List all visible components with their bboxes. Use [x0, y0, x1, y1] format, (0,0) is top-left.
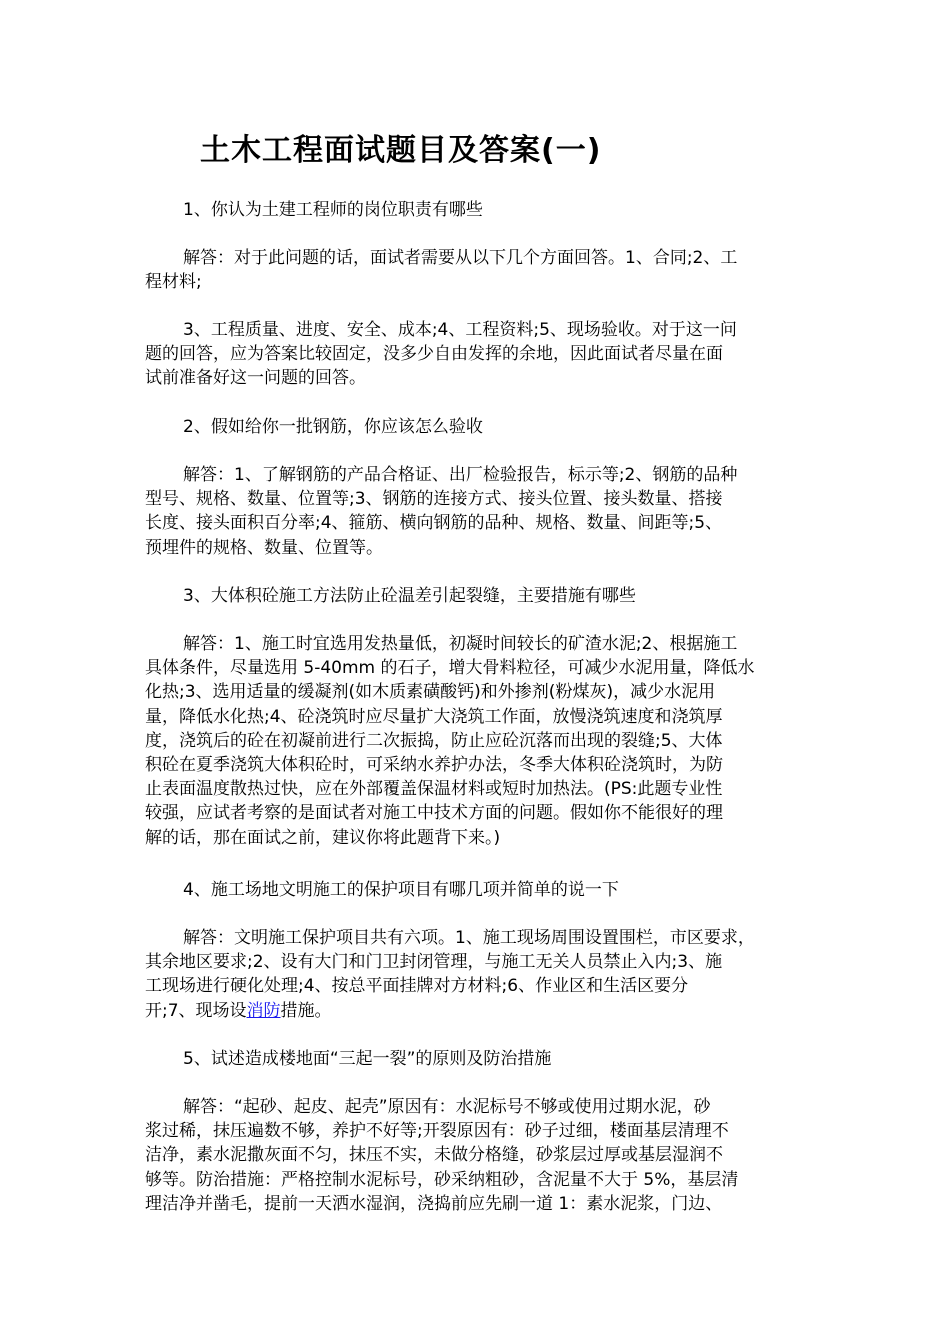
answer-1: 解答：对于此问题的话，面试者需要从以下几个方面回答。1、合同;2、工 程材料; — [145, 248, 738, 293]
document-title: 土木工程面试题目及答案(一) — [200, 133, 602, 168]
answer-2: 解答：1、了解钢筋的产品合格证、出厂检验报告，标示等;2、钢筋的品种 型号、规格、数量、位置等;3、钢筋的连接方式、接头位置、接头数量、搭接 长度、接头面积百分率;4、箍筋、横向钢筋的品种、规格、数量、间距等;5、 预埋件的规格、数量、位置等。 — [145, 465, 738, 558]
answer-4-text-after: 措施。 — [280, 1000, 332, 1021]
fire-protection-link[interactable]: 消防 — [246, 1000, 281, 1021]
question-5: 5、试述造成楼地面“三起一裂”的原则及防治措施 — [183, 1049, 552, 1069]
answer-1-continued: 3、工程质量、进度、安全、成本;4、工程资料;5、现场验收。对于这一问 题的回答，应为答案比较固定，没多少自由发挥的余地，因此面试者尽量在面 试前准备好这一问题的回答。 — [145, 320, 737, 389]
answer-5: 解答：“起砂、起皮、起壳”原因有：水泥标号不够或使用过期水泥，砂 浆过稀，抹压遍数不够，养护不好等;开裂原因有：砂子过细，楼面基层清理不 洁净，素水泥撒灰面不匀，抹压不实，未做分格缝，砂浆层过厚或基层湿润不 够等。防治措施：严格控制水泥标号，砂采纳粗砂，含泥量不大于 5%，基层清 理洁净并凿毛，提前一天洒水湿润，浇捣前应先刷一道 1：素水泥浆，门边、 — [145, 1097, 739, 1214]
answer-3: 解答：1、施工时宜选用发热量低，初凝时间较长的矿渣水泥;2、根据施工 具体条件，尽量选用 5-40mm 的石子，增大骨料粒径，可减少水泥用量，降低水 化热;3、选用适量的缓凝剂(如木质素磺酸钙)和外掺剂(粉煤灰)，减少水泥用 量，降低水化热;4、砼浇筑时应尽量扩大浇筑工作面，放慢浇筑速度和浇筑厚 度，浇筑后的砼在初凝前进行二次振捣，防止应砼沉落而出现的裂缝;5、大体 积砼在夏季浇筑大体积砼时，可采纳水养护办法，冬季大体积砼浇筑时，为防 止表面温度散热过快，应在外部覆盖保温材料或短时加热法。(PS:此题专业性 较强，应试者考察的是面试者对施工中技术方面的问题。假如你不能很好的理 解的话，那在面试之前，建议你将此题背下来。) — [145, 634, 755, 848]
answer-4-text-before: 解答：文明施工保护项目共有六项。1、施工现场周围设置围栏，市区要求， 其余地区要求;2、设有大门和门卫封闭管理，与施工无关人员禁止入内;3、施 工现场进行硬化处理;4、按总平面挂牌对方材料;6、作业区和生活区要分 开;7、现场设 — [145, 928, 755, 1021]
answer-4 — [145, 926, 810, 1023]
question-2: 2、假如给你一批钢筋，你应该怎么验收 — [183, 417, 483, 437]
question-4: 4、施工场地文明施工的保护项目有哪几项并简单的说一下 — [183, 880, 619, 900]
question-3: 3、大体积砼施工方法防止砼温差引起裂缝，主要措施有哪些 — [183, 586, 636, 606]
question-1: 1、你认为土建工程师的岗位职责有哪些 — [183, 200, 483, 220]
